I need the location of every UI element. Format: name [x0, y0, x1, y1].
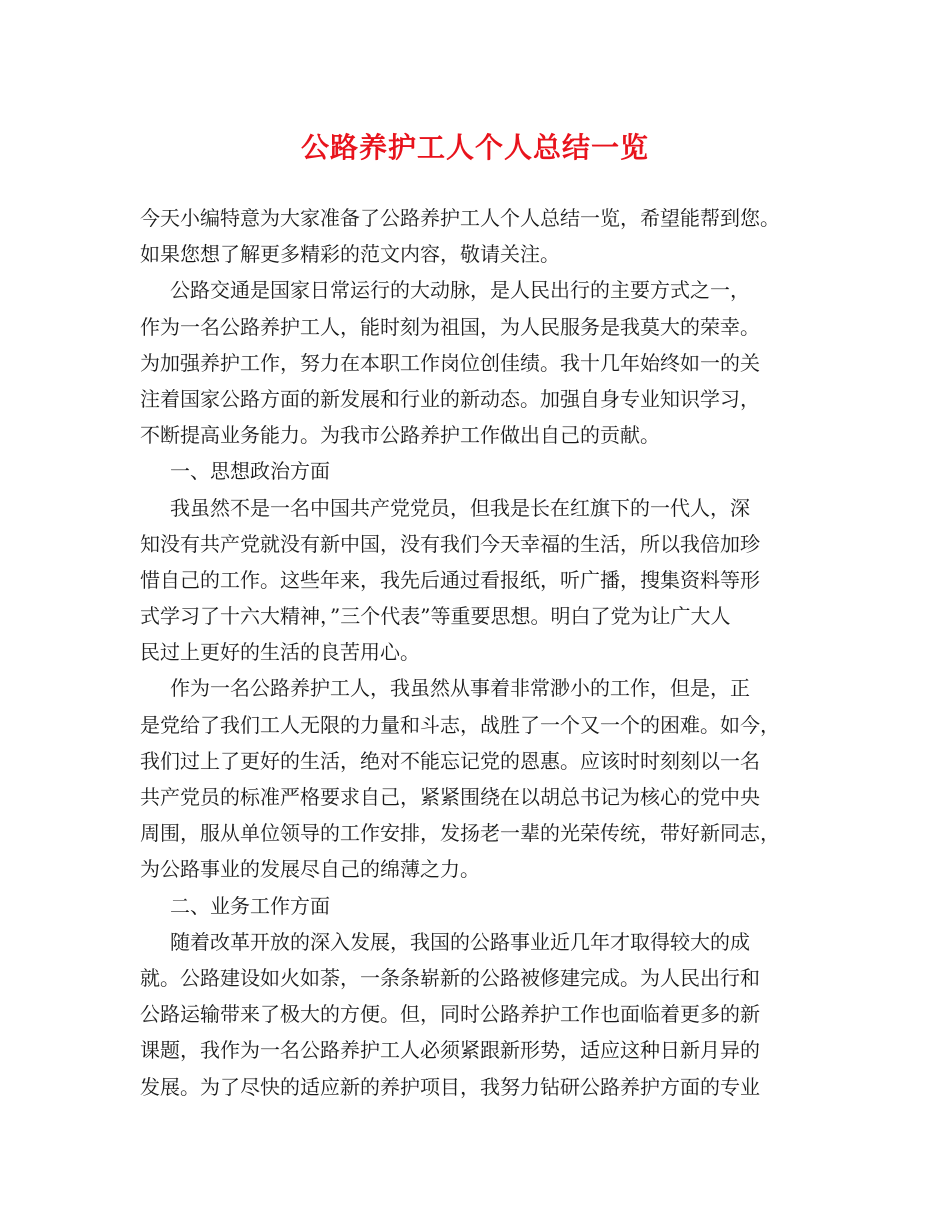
text-line: 为公路事业的发展尽自己的绵薄之力。: [140, 857, 480, 882]
text-line: 共产党员的标准严格要求自己，紧紧围绕在以胡总书记为核心的党中央: [140, 785, 760, 809]
text-line: 随着改革开放的深入发展，我国的公路事业近几年才取得较大的成: [170, 929, 750, 954]
text-line: 我虽然不是一名中国共产党党员，但我是长在红旗下的一代人，深: [170, 495, 750, 520]
section-heading: 二、业务工作方面: [170, 893, 330, 918]
text-line: 作为一名公路养护工人，我虽然从事着非常渺小的工作，但是，正: [170, 676, 750, 701]
text-line: 发展。为了尽快的适应新的养护项目，我努力钻研公路养护方面的专业: [140, 1074, 760, 1099]
document-body: [140, 200, 820, 1105]
text-line: 就。公路建设如火如荼，一条条崭新的公路被修建完成。为人民出行和: [140, 965, 760, 990]
text-line: 课题，我作为一名公路养护工人必须紧跟新形势，适应这种日新月异的: [140, 1038, 760, 1063]
text-line: 注着国家公路方面的新发展和行业的新动态。加强自身专业知识学习，: [140, 386, 760, 411]
text-line: 惜自己的工作。这些年来，我先后通过看报纸，听广播，搜集资料等形: [140, 567, 760, 592]
text-line: 今天小编特意为大家准备了公路养护工人个人总结一览，希望能帮到您。: [140, 206, 780, 230]
text-line: 如果您想了解更多精彩的范文内容，敬请关注。: [140, 242, 560, 267]
text-line: 作为一名公路养护工人，能时刻为祖国，为人民服务是我莫大的荣幸。: [140, 314, 760, 339]
text-line: 周围，服从单位领导的工作安排，发扬老一辈的光荣传统，带好新同志，: [140, 821, 780, 846]
text-line: 为加强养护工作，努力在本职工作岗位创佳绩。我十几年始终如一的关: [140, 350, 760, 375]
text-line: 公路交通是国家日常运行的大动脉，是人民出行的主要方式之一，: [170, 278, 750, 303]
text-line: 不断提高业务能力。为我市公路养护工作做出自己的贡献。: [140, 423, 660, 448]
text-line: 公路运输带来了极大的方便。但，同时公路养护工作也面临着更多的新: [140, 1002, 760, 1027]
text-line: 式学习了十六大精神，”三个代表”等重要思想。明白了党为让广大人: [140, 604, 731, 629]
text-line: 是党给了我们工人无限的力量和斗志，战胜了一个又一个的困难。如今，: [140, 712, 780, 737]
text-line: 我们过上了更好的生活，绝对不能忘记党的恩惠。应该时时刻刻以一名: [140, 748, 760, 773]
document-title: 公路养护工人个人总结一览: [300, 131, 649, 164]
section-heading: 一、思想政治方面: [170, 459, 330, 484]
text-line: 知没有共产党就没有新中国，没有我们今天幸福的生活，所以我倍加珍: [140, 531, 760, 556]
text-line: 民过上更好的生活的良苦用心。: [140, 640, 420, 665]
